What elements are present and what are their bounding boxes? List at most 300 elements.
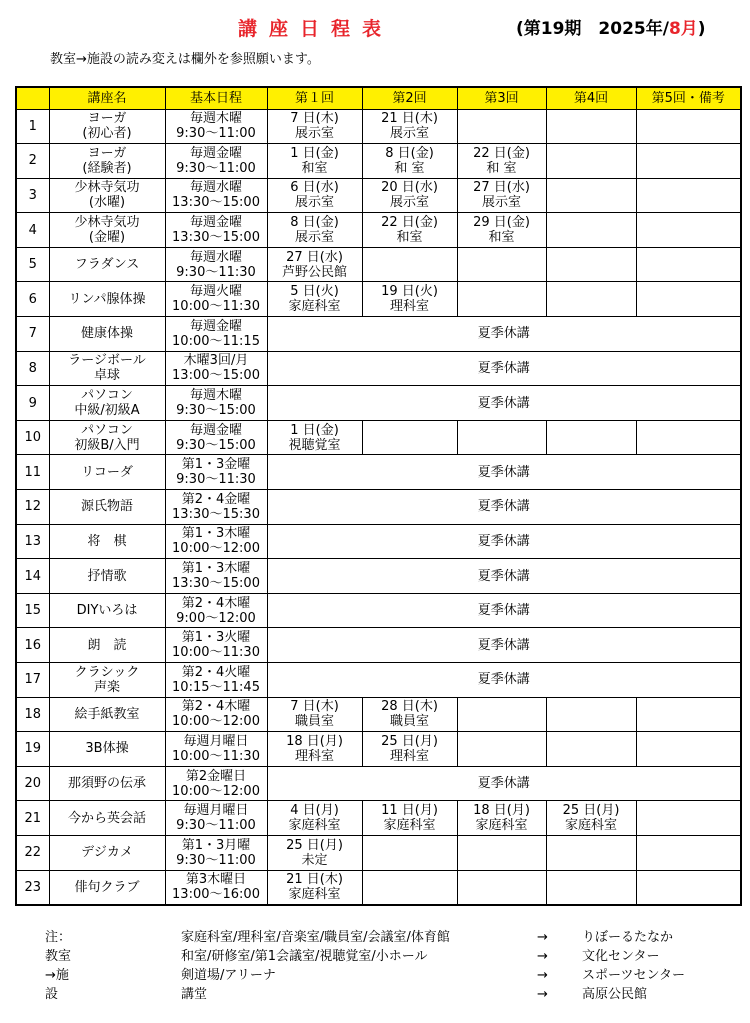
course-name xyxy=(49,870,165,905)
session-room: 理科室 xyxy=(389,748,429,764)
schedule-day: 第1・3月曜 xyxy=(181,837,251,853)
schedule-time: 10:00～12:00 xyxy=(172,714,260,730)
session-room: 和 室 xyxy=(394,160,425,176)
summer-break-cell xyxy=(267,766,741,801)
row-number xyxy=(16,247,49,282)
summer-break-cell xyxy=(267,455,741,490)
course-name-line: 那須野の伝承 xyxy=(67,776,146,792)
row-number xyxy=(16,732,49,767)
schedule-time: 10:00～12:00 xyxy=(172,541,260,557)
session-date: 21 日(木) xyxy=(286,872,343,888)
course-name xyxy=(49,663,165,698)
course-name xyxy=(49,351,165,386)
schedule-day: 第2・4火曜 xyxy=(181,664,251,680)
summer-break-label: 夏季休講 xyxy=(477,464,530,480)
session-date: 1 日(金) xyxy=(290,145,339,161)
subtitle-note: 教室→施設の読み変えは欄外を参照願います。 xyxy=(50,52,320,67)
row-number xyxy=(16,178,49,213)
session-cell-3 xyxy=(457,870,546,905)
basic-schedule xyxy=(165,593,267,628)
table-row xyxy=(16,351,741,386)
summer-break-cell xyxy=(267,628,741,663)
session-room: 展示室 xyxy=(389,195,429,211)
schedule-time: 13:00～15:00 xyxy=(172,368,260,384)
session-room: 職員室 xyxy=(294,714,334,730)
course-name-line: 3B体操 xyxy=(85,741,129,757)
course-name-line: フラダンス xyxy=(74,257,140,273)
summer-break-label: 夏季休講 xyxy=(477,360,530,376)
basic-schedule xyxy=(165,317,267,352)
period-suffix: ) xyxy=(697,19,706,39)
row-number xyxy=(16,628,49,663)
arrow-icon: → xyxy=(537,987,548,1002)
basic-schedule xyxy=(165,351,267,386)
basic-schedule xyxy=(165,663,267,698)
session-room: 和室 xyxy=(396,230,423,246)
table-row xyxy=(16,247,741,282)
session-date: 4 日(月) xyxy=(290,803,339,819)
session-date: 27 日(水) xyxy=(473,180,530,196)
row-number xyxy=(16,663,49,698)
header-session-2: 第2回 xyxy=(362,87,457,109)
session-cell-3 xyxy=(457,109,546,144)
row-number-text: 9 xyxy=(28,395,37,411)
session-date: 25 日(月) xyxy=(381,733,438,749)
summer-break-label: 夏季休講 xyxy=(477,776,530,792)
session-date: 7 日(木) xyxy=(290,699,339,715)
course-name-line: 少林寺気功 xyxy=(74,180,140,196)
course-name xyxy=(49,282,165,317)
course-name-line: 絵手紙教室 xyxy=(74,706,140,722)
basic-schedule xyxy=(165,801,267,836)
session-date: 20 日(水) xyxy=(381,180,438,196)
footnote-rooms: 講堂 xyxy=(181,987,208,1002)
schedule-day: 第2金曜日 xyxy=(185,768,247,784)
course-name-line: ヨーガ xyxy=(87,111,127,127)
summer-break-cell xyxy=(267,317,741,352)
session-cell-5 xyxy=(636,213,741,248)
row-number xyxy=(16,317,49,352)
schedule-day: 第1・3金曜 xyxy=(181,457,251,473)
session-cell-5 xyxy=(636,420,741,455)
basic-schedule xyxy=(165,282,267,317)
course-name-line: パソコン xyxy=(81,422,133,438)
row-number xyxy=(16,835,49,870)
course-name-line: (経験者) xyxy=(82,160,132,176)
row-number-text: 8 xyxy=(28,360,37,376)
course-name xyxy=(49,628,165,663)
session-cell-1 xyxy=(267,420,362,455)
row-number-text: 22 xyxy=(24,845,42,861)
period-prefix: (第19期 2025年/ xyxy=(516,19,669,39)
course-name-line: 初級B/入門 xyxy=(74,437,140,453)
row-number xyxy=(16,697,49,732)
schedule-time: 10:00～11:15 xyxy=(172,333,260,349)
schedule-time: 10:00～11:30 xyxy=(172,748,260,764)
session-cell-4 xyxy=(546,282,636,317)
course-name-line: 源氏物語 xyxy=(80,499,133,515)
session-cell-4 xyxy=(546,835,636,870)
session-cell-1 xyxy=(267,870,362,905)
session-cell-4 xyxy=(546,109,636,144)
course-name xyxy=(49,766,165,801)
row-number xyxy=(16,213,49,248)
session-cell-2 xyxy=(362,178,457,213)
session-cell-4 xyxy=(546,144,636,179)
table-row xyxy=(16,490,741,525)
table-row xyxy=(16,455,741,490)
session-room: 芦野公民館 xyxy=(281,264,347,280)
header-session-5-notes: 第5回・備考 xyxy=(636,87,741,109)
schedule-time: 13:00～16:00 xyxy=(172,887,260,903)
schedule-day: 毎週水曜 xyxy=(189,180,242,196)
table-row xyxy=(16,213,741,248)
course-name xyxy=(49,213,165,248)
course-name-line: (金曜) xyxy=(88,230,126,246)
row-number-text: 23 xyxy=(24,879,42,895)
summer-break-label: 夏季休講 xyxy=(477,568,530,584)
course-name-line: 少林寺気功 xyxy=(74,215,140,231)
session-cell-1 xyxy=(267,247,362,282)
row-number-text: 15 xyxy=(24,603,42,619)
schedule-day: 毎週金曜 xyxy=(189,318,242,334)
session-cell-4 xyxy=(546,247,636,282)
course-name-line: 朗 読 xyxy=(87,637,127,653)
session-date: 11 日(月) xyxy=(381,803,438,819)
table-row xyxy=(16,317,741,352)
table-header-row xyxy=(16,87,741,109)
session-date: 5 日(火) xyxy=(290,284,339,300)
course-name xyxy=(49,732,165,767)
schedule-time: 10:00～11:30 xyxy=(172,645,260,661)
row-number-text: 18 xyxy=(24,706,42,722)
session-date: 8 日(金) xyxy=(385,145,434,161)
session-cell-2 xyxy=(362,870,457,905)
session-cell-4 xyxy=(546,420,636,455)
session-room: 展示室 xyxy=(481,195,521,211)
session-date: 27 日(水) xyxy=(286,249,343,265)
course-name xyxy=(49,109,165,144)
course-name xyxy=(49,317,165,352)
session-cell-3 xyxy=(457,732,546,767)
header-session-1: 第１回 xyxy=(267,87,362,109)
session-room: 視聴覚室 xyxy=(288,437,341,453)
course-name xyxy=(49,144,165,179)
course-name-line: 卓球 xyxy=(93,368,120,384)
session-cell-4 xyxy=(546,697,636,732)
course-name-line: リコーダ xyxy=(81,464,133,480)
session-cell-3 xyxy=(457,178,546,213)
session-cell-1 xyxy=(267,178,362,213)
row-number xyxy=(16,524,49,559)
schedule-time: 9:30～11:00 xyxy=(176,126,256,142)
table-row xyxy=(16,282,741,317)
session-date: 25 日(月) xyxy=(286,837,343,853)
session-date: 21 日(木) xyxy=(381,111,438,127)
schedule-time: 9:00～12:00 xyxy=(176,610,256,626)
row-number xyxy=(16,801,49,836)
row-number-text: 16 xyxy=(24,637,42,653)
table-row xyxy=(16,870,741,905)
row-number-text: 14 xyxy=(24,568,42,584)
arrow-icon: → xyxy=(537,968,548,983)
schedule-time: 9:30～15:00 xyxy=(176,437,256,453)
row-number xyxy=(16,420,49,455)
basic-schedule xyxy=(165,870,267,905)
schedule-day: 毎週木曜 xyxy=(189,388,242,404)
row-number xyxy=(16,351,49,386)
session-room: 理科室 xyxy=(294,748,334,764)
session-cell-3 xyxy=(457,282,546,317)
session-cell-1 xyxy=(267,835,362,870)
session-date: 29 日(金) xyxy=(473,215,530,231)
session-cell-3 xyxy=(457,801,546,836)
course-name-line: ラージボール xyxy=(68,353,146,369)
session-cell-4 xyxy=(546,801,636,836)
session-room: 家庭科室 xyxy=(564,818,617,834)
schedule-time: 10:00～12:00 xyxy=(172,783,260,799)
basic-schedule xyxy=(165,178,267,213)
row-number-text: 6 xyxy=(28,291,37,307)
session-room: 家庭科室 xyxy=(288,818,341,834)
session-cell-1 xyxy=(267,732,362,767)
session-date: 18 日(月) xyxy=(286,733,343,749)
header-no xyxy=(16,87,49,109)
arrow-icon: → xyxy=(537,949,548,964)
course-name-line: 今から英会話 xyxy=(67,810,146,826)
basic-schedule xyxy=(165,559,267,594)
session-cell-2 xyxy=(362,282,457,317)
course-name-line: リンパ腺体操 xyxy=(68,291,146,307)
footnote-rooms: 家庭科室/理科室/音楽室/職員室/会議室/体育館 xyxy=(181,930,450,945)
basic-schedule xyxy=(165,144,267,179)
table-row xyxy=(16,801,741,836)
session-cell-3 xyxy=(457,835,546,870)
session-cell-4 xyxy=(546,870,636,905)
schedule-day: 第2・4木曜 xyxy=(181,699,251,715)
row-number-text: 12 xyxy=(24,499,42,515)
header-session-3: 第3回 xyxy=(457,87,546,109)
table-row xyxy=(16,109,741,144)
basic-schedule xyxy=(165,628,267,663)
row-number-text: 19 xyxy=(24,741,42,757)
row-number-text: 21 xyxy=(24,810,42,826)
table-row xyxy=(16,835,741,870)
row-number xyxy=(16,490,49,525)
session-cell-3 xyxy=(457,213,546,248)
session-cell-5 xyxy=(636,801,741,836)
session-cell-5 xyxy=(636,109,741,144)
course-name xyxy=(49,420,165,455)
schedule-day: 第1・3火曜 xyxy=(181,630,251,646)
footnote-label: 注：教室→施設 xyxy=(45,930,72,1002)
summer-break-cell xyxy=(267,559,741,594)
session-date: 1 日(金) xyxy=(290,422,339,438)
period-month: 8月 xyxy=(668,19,698,39)
session-cell-3 xyxy=(457,420,546,455)
footnote-destination: スポーツセンター xyxy=(582,968,685,983)
schedule-day: 第2・4金曜 xyxy=(181,491,251,507)
session-cell-2 xyxy=(362,144,457,179)
schedule-time: 10:00～11:30 xyxy=(172,299,260,315)
basic-schedule xyxy=(165,109,267,144)
course-name xyxy=(49,490,165,525)
course-name-line: ヨーガ xyxy=(87,145,127,161)
basic-schedule xyxy=(165,247,267,282)
row-number-text: 10 xyxy=(24,430,42,446)
schedule-day: 毎週金曜 xyxy=(189,145,242,161)
summer-break-label: 夏季休講 xyxy=(477,326,530,342)
header-session-4: 第4回 xyxy=(546,87,636,109)
course-name xyxy=(49,386,165,421)
session-cell-5 xyxy=(636,282,741,317)
session-cell-2 xyxy=(362,697,457,732)
summer-break-cell xyxy=(267,490,741,525)
session-date: 22 日(金) xyxy=(381,215,438,231)
session-cell-5 xyxy=(636,144,741,179)
table-row xyxy=(16,386,741,421)
table-row xyxy=(16,593,741,628)
summer-break-label: 夏季休講 xyxy=(477,395,530,411)
schedule-day: 毎週水曜 xyxy=(189,249,242,265)
schedule-day: 毎週火曜 xyxy=(189,284,242,300)
row-number-text: 7 xyxy=(28,326,37,342)
schedule-day: 木曜3回/月 xyxy=(183,353,249,369)
table-row xyxy=(16,697,741,732)
session-room: 展示室 xyxy=(294,195,334,211)
course-name-line: DIYいろは xyxy=(76,603,138,619)
schedule-time: 9:30～11:00 xyxy=(176,852,256,868)
session-cell-2 xyxy=(362,835,457,870)
schedule-time: 9:30～15:00 xyxy=(176,403,256,419)
course-name-line: 声楽 xyxy=(93,679,120,695)
table-row xyxy=(16,766,741,801)
period-label xyxy=(516,14,706,39)
session-cell-3 xyxy=(457,247,546,282)
session-room: 展示室 xyxy=(294,230,334,246)
schedule-time: 9:30～11:30 xyxy=(176,472,256,488)
course-name-line: 中級/初級A xyxy=(74,403,140,419)
summer-break-cell xyxy=(267,351,741,386)
row-number-text: 17 xyxy=(24,672,42,688)
basic-schedule xyxy=(165,455,267,490)
session-cell-5 xyxy=(636,870,741,905)
session-cell-1 xyxy=(267,697,362,732)
schedule-day: 毎週金曜 xyxy=(189,422,242,438)
summer-break-label: 夏季休講 xyxy=(477,533,530,549)
schedule-day: 毎週月曜日 xyxy=(183,803,249,819)
schedule-time: 9:30～11:00 xyxy=(176,160,256,176)
table-row xyxy=(16,663,741,698)
session-cell-1 xyxy=(267,282,362,317)
session-room: 家庭科室 xyxy=(288,887,341,903)
row-number xyxy=(16,144,49,179)
course-name-line: 健康体操 xyxy=(80,326,133,342)
summer-break-cell xyxy=(267,386,741,421)
session-cell-1 xyxy=(267,144,362,179)
page-title: 講座日程表 xyxy=(238,18,394,40)
row-number-text: 2 xyxy=(28,153,37,169)
basic-schedule xyxy=(165,386,267,421)
summer-break-cell xyxy=(267,593,741,628)
schedule-time: 13:30～15:00 xyxy=(172,195,260,211)
row-number xyxy=(16,870,49,905)
course-name xyxy=(49,247,165,282)
session-cell-5 xyxy=(636,247,741,282)
session-cell-2 xyxy=(362,213,457,248)
schedule-time: 9:30～11:30 xyxy=(176,264,256,280)
session-date: 19 日(火) xyxy=(381,284,438,300)
footnote-destination: りぼーるたなか xyxy=(582,930,674,945)
schedule-day: 毎週月曜日 xyxy=(183,733,249,749)
course-name xyxy=(49,697,165,732)
row-number xyxy=(16,455,49,490)
session-cell-5 xyxy=(636,835,741,870)
session-cell-4 xyxy=(546,732,636,767)
summer-break-label: 夏季休講 xyxy=(477,672,530,688)
session-date: 8 日(金) xyxy=(290,215,339,231)
course-name xyxy=(49,178,165,213)
header-course-name: 講座名 xyxy=(49,87,165,109)
session-cell-2 xyxy=(362,420,457,455)
row-number-text: 1 xyxy=(28,118,37,134)
summer-break-label: 夏季休講 xyxy=(477,499,530,515)
basic-schedule xyxy=(165,697,267,732)
session-cell-1 xyxy=(267,213,362,248)
schedule-day: 第1・3木曜 xyxy=(181,561,251,577)
session-room: 和室 xyxy=(488,230,515,246)
session-room: 家庭科室 xyxy=(383,818,436,834)
schedule-time: 13:30～15:00 xyxy=(172,576,260,592)
row-number-text: 13 xyxy=(24,533,42,549)
row-number-text: 4 xyxy=(28,222,37,238)
course-name xyxy=(49,559,165,594)
footnote-destination: 高原公民館 xyxy=(582,987,648,1002)
basic-schedule xyxy=(165,213,267,248)
session-cell-2 xyxy=(362,732,457,767)
row-number-text: 11 xyxy=(24,464,42,480)
footnote-rooms: 剣道場/アリーナ xyxy=(181,968,276,983)
course-name xyxy=(49,593,165,628)
session-cell-4 xyxy=(546,178,636,213)
course-name xyxy=(49,524,165,559)
session-cell-1 xyxy=(267,109,362,144)
row-number-text: 20 xyxy=(24,776,42,792)
session-room: 和 室 xyxy=(486,160,517,176)
row-number xyxy=(16,766,49,801)
session-date: 7 日(木) xyxy=(290,111,339,127)
row-number xyxy=(16,386,49,421)
summer-break-label: 夏季休講 xyxy=(477,637,530,653)
session-cell-2 xyxy=(362,247,457,282)
session-date: 6 日(水) xyxy=(290,180,339,196)
table-row xyxy=(16,732,741,767)
session-room: 理科室 xyxy=(389,299,429,315)
summer-break-cell xyxy=(267,663,741,698)
course-name-line: (水曜) xyxy=(88,195,126,211)
footnote-rooms: 和室/研修室/第1会議室/視聴覚室/小ホール xyxy=(181,949,428,964)
row-number xyxy=(16,559,49,594)
table-row xyxy=(16,420,741,455)
table-row xyxy=(16,178,741,213)
row-number xyxy=(16,282,49,317)
schedule-day: 第2・4木曜 xyxy=(181,595,251,611)
basic-schedule xyxy=(165,766,267,801)
session-cell-2 xyxy=(362,801,457,836)
course-name xyxy=(49,801,165,836)
table-row xyxy=(16,524,741,559)
table-row xyxy=(16,559,741,594)
